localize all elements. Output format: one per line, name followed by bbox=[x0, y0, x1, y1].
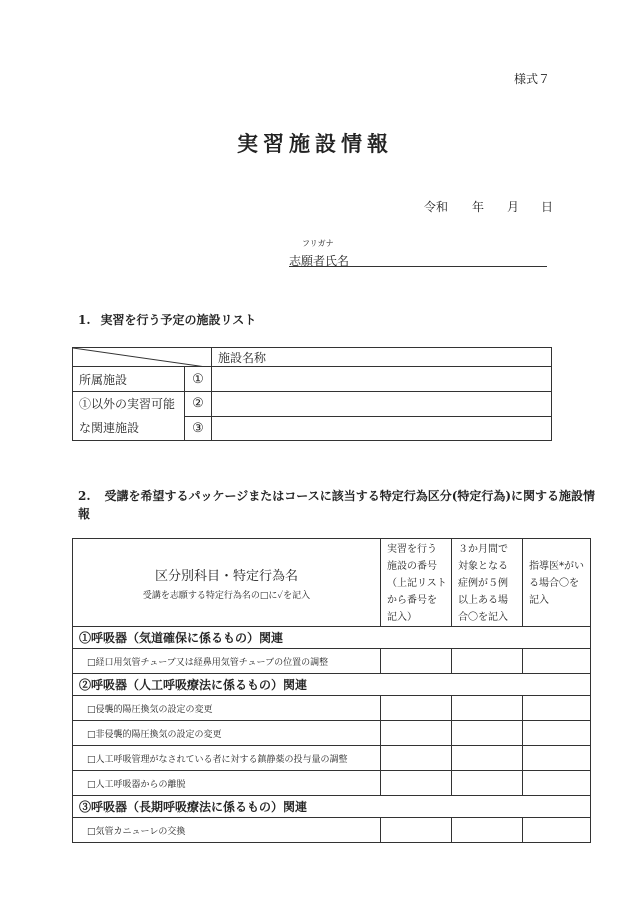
act-checkbox-row[interactable]: □人工呼吸管理がなされている者に対する鎮静薬の投与量の調整 bbox=[73, 746, 381, 771]
facility-number-input[interactable] bbox=[381, 696, 452, 721]
date-month: 月 bbox=[507, 200, 520, 214]
facility-number-header: 実習を行う 施設の番号 （上記リスト から番号を 記入） bbox=[381, 539, 452, 627]
facility-num-1: ① bbox=[185, 367, 212, 392]
facility-num-2: ② bbox=[185, 392, 212, 417]
case-count-header: ３か月間で 対象となる 症例が５例 以上ある場 合〇を記入 bbox=[452, 539, 523, 627]
section1-number: 1. bbox=[78, 313, 91, 327]
section1-title: 実習を行う予定の施設リスト bbox=[100, 313, 257, 327]
supervisor-input[interactable] bbox=[523, 771, 591, 796]
facility-name-header: 施設名称 bbox=[212, 348, 552, 367]
case-count-input[interactable] bbox=[452, 696, 523, 721]
section2-title-line2: 報 bbox=[78, 507, 91, 521]
section1-heading bbox=[78, 311, 256, 328]
diagonal-line bbox=[73, 348, 206, 367]
act-checkbox-row[interactable]: □非侵襲的陽圧換気の設定の変更 bbox=[73, 721, 381, 746]
facility-num-3: ③ bbox=[185, 416, 212, 441]
date-era: 令和 bbox=[424, 200, 449, 214]
section2-heading bbox=[78, 487, 595, 523]
facility-number-input[interactable] bbox=[381, 818, 452, 843]
applicant-name-label: 志願者氏名 bbox=[289, 254, 350, 268]
supervisor-input[interactable] bbox=[523, 721, 591, 746]
category-row: ②呼吸器（人工呼吸療法に係るもの）関連 bbox=[73, 674, 591, 696]
case-count-input[interactable] bbox=[452, 649, 523, 674]
supervisor-input[interactable] bbox=[523, 696, 591, 721]
facility-list-table bbox=[72, 347, 552, 441]
supervisor-input[interactable] bbox=[523, 649, 591, 674]
acts-main-header: 区分別科目・特定行為名 受講を志願する特定行為名の□に✓を記入 bbox=[73, 539, 381, 627]
facility-number-input[interactable] bbox=[381, 649, 452, 674]
act-checkbox-row[interactable]: □経口用気管チューブ又は経鼻用気管チューブの位置の調整 bbox=[73, 649, 381, 674]
affiliated-facility-label: 所属施設 bbox=[73, 367, 185, 392]
supervisor-input[interactable] bbox=[523, 818, 591, 843]
furigana-label: フリガナ bbox=[302, 239, 334, 248]
act-checkbox-row[interactable]: □侵襲的陽圧換気の設定の変更 bbox=[73, 696, 381, 721]
facility-name-input-3[interactable] bbox=[212, 416, 552, 441]
page-title: 実習施設情報 bbox=[237, 131, 393, 156]
specified-acts-table bbox=[72, 538, 591, 843]
act-checkbox-row[interactable]: □人工呼吸器からの離脱 bbox=[73, 771, 381, 796]
form-number: 様式７ bbox=[514, 72, 551, 86]
applicant-name-field[interactable] bbox=[289, 266, 547, 267]
case-count-input[interactable] bbox=[452, 771, 523, 796]
act-checkbox-row[interactable]: □気管カニューレの交換 bbox=[73, 818, 381, 843]
supervisor-header: 指導医*がい る場合〇を 記入 bbox=[523, 539, 591, 627]
date-year: 年 bbox=[472, 200, 485, 214]
facility-number-input[interactable] bbox=[381, 771, 452, 796]
section2-number: 2. bbox=[78, 489, 91, 503]
case-count-input[interactable] bbox=[452, 721, 523, 746]
case-count-input[interactable] bbox=[452, 746, 523, 771]
facility-number-input[interactable] bbox=[381, 721, 452, 746]
case-count-input[interactable] bbox=[452, 818, 523, 843]
date-day: 日 bbox=[541, 200, 554, 214]
category-row: ①呼吸器（気道確保に係るもの）関連 bbox=[73, 627, 591, 649]
other-facility-label: ①以外の実習可能 な関連施設 bbox=[73, 392, 185, 441]
facility-name-input-2[interactable] bbox=[212, 392, 552, 417]
category-row: ③呼吸器（長期呼吸療法に係るもの）関連 bbox=[73, 796, 591, 818]
facility-number-input[interactable] bbox=[381, 746, 452, 771]
supervisor-input[interactable] bbox=[523, 746, 591, 771]
facility-name-input-1[interactable] bbox=[212, 367, 552, 392]
section2-title-line1: 受講を希望するパッケージまたはコースに該当する特定行為区分(特定行為)に関する施設情 bbox=[104, 489, 596, 503]
table-corner-cell bbox=[73, 348, 212, 367]
